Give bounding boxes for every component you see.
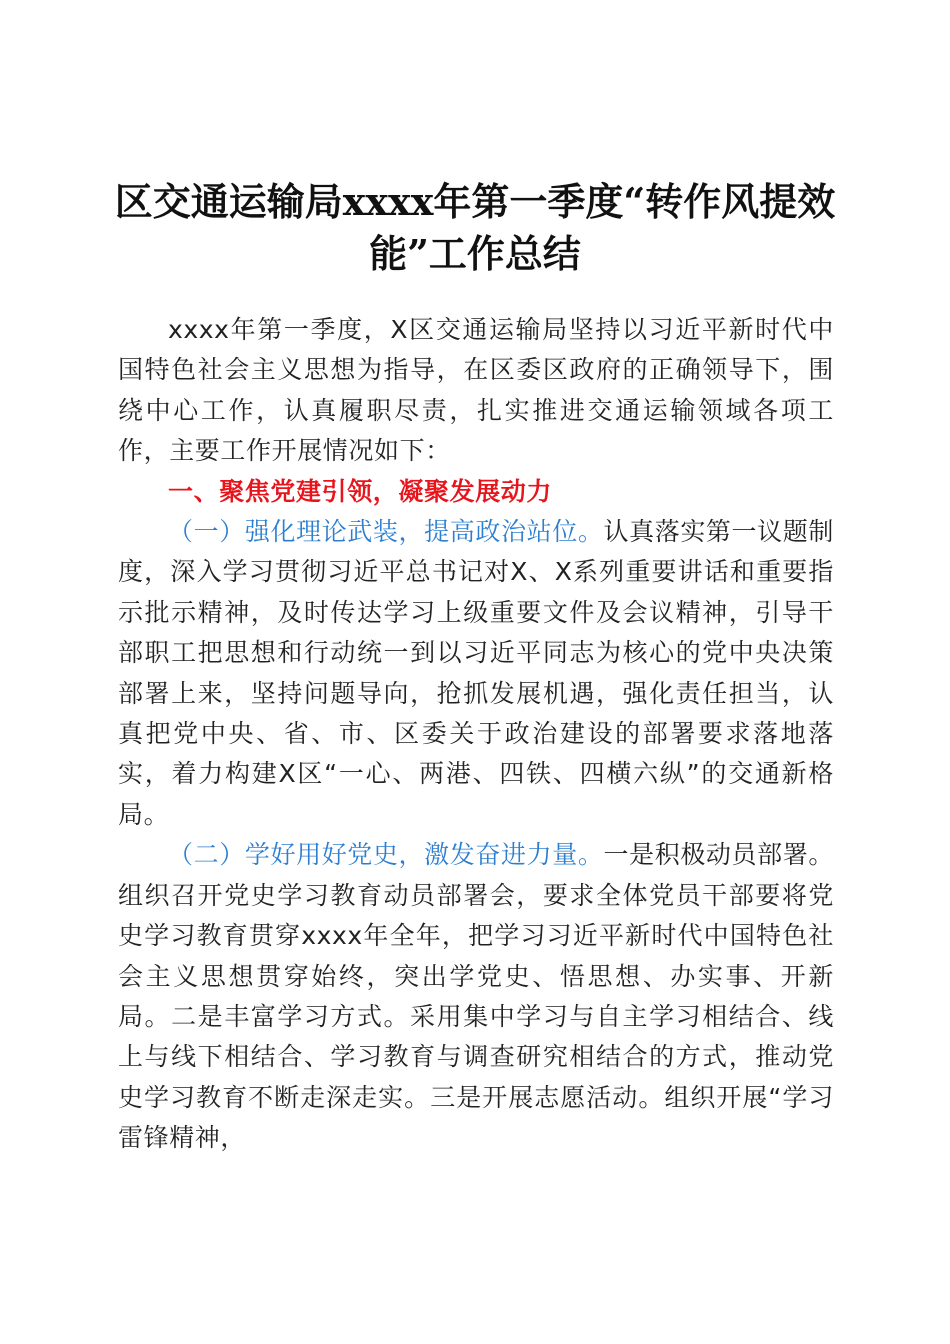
subsection-1-paragraph — [118, 512, 834, 835]
subsection-1-text: 认真落实第一议题制度，深入学习贯彻习近平总书记对X、X系列重要讲话和重要指示批示精神，及时传达学习上级重要文件及会议精神，引导干部职工把思想和行动统一到以习近平同志为核心的党中央决策部署上来，坚持问题导向，抢抓发展机遇，强化责任担当，认真把党中央、省、市、区委关于政治建设的部署要求落地落实，着力构建X区“一心、两港、四铁、四横六纵”的交通新格局。 — [118, 517, 834, 829]
subsection-2-paragraph — [118, 835, 834, 1158]
section-1-heading: 一、聚焦党建引领，凝聚发展动力 — [168, 476, 553, 506]
document-title: 区交通运输局xxxx年第一季度“转作风提效能”工作总结 — [114, 179, 836, 276]
subsection-1-title: （一）强化理论武装，提高政治站位。 — [168, 517, 604, 547]
intro-paragraph: xxxx年第一季度，X区交通运输局坚持以习近平新时代中国特色社会主义思想为指导，在区委区政府的正确领导下，围绕中心工作，认真履职尽责，扎实推进交通运输领域各项工作，主要工作开展情况如下： — [118, 315, 834, 466]
subsection-2-title: （二）学好用好党史，激发奋进力量。 — [168, 840, 604, 870]
subsection-2-text: 一是积极动员部署。组织召开党史学习教育动员部署会，要求全体党员干部要将党史学习教育贯穿xxxx年全年，把学习习近平新时代中国特色社会主义思想贯穿始终，突出学党史、悟思想、办实事、开新局。二是丰富学习方式。采用集中学习与自主学习相结合、线上与线下相结合、学习教育与调查研究相结合的方式，推动党史学习教育不断走深走实。三是开展志愿活动。组织开展“学习雷锋精神， — [118, 840, 834, 1153]
document-body — [118, 310, 834, 1159]
